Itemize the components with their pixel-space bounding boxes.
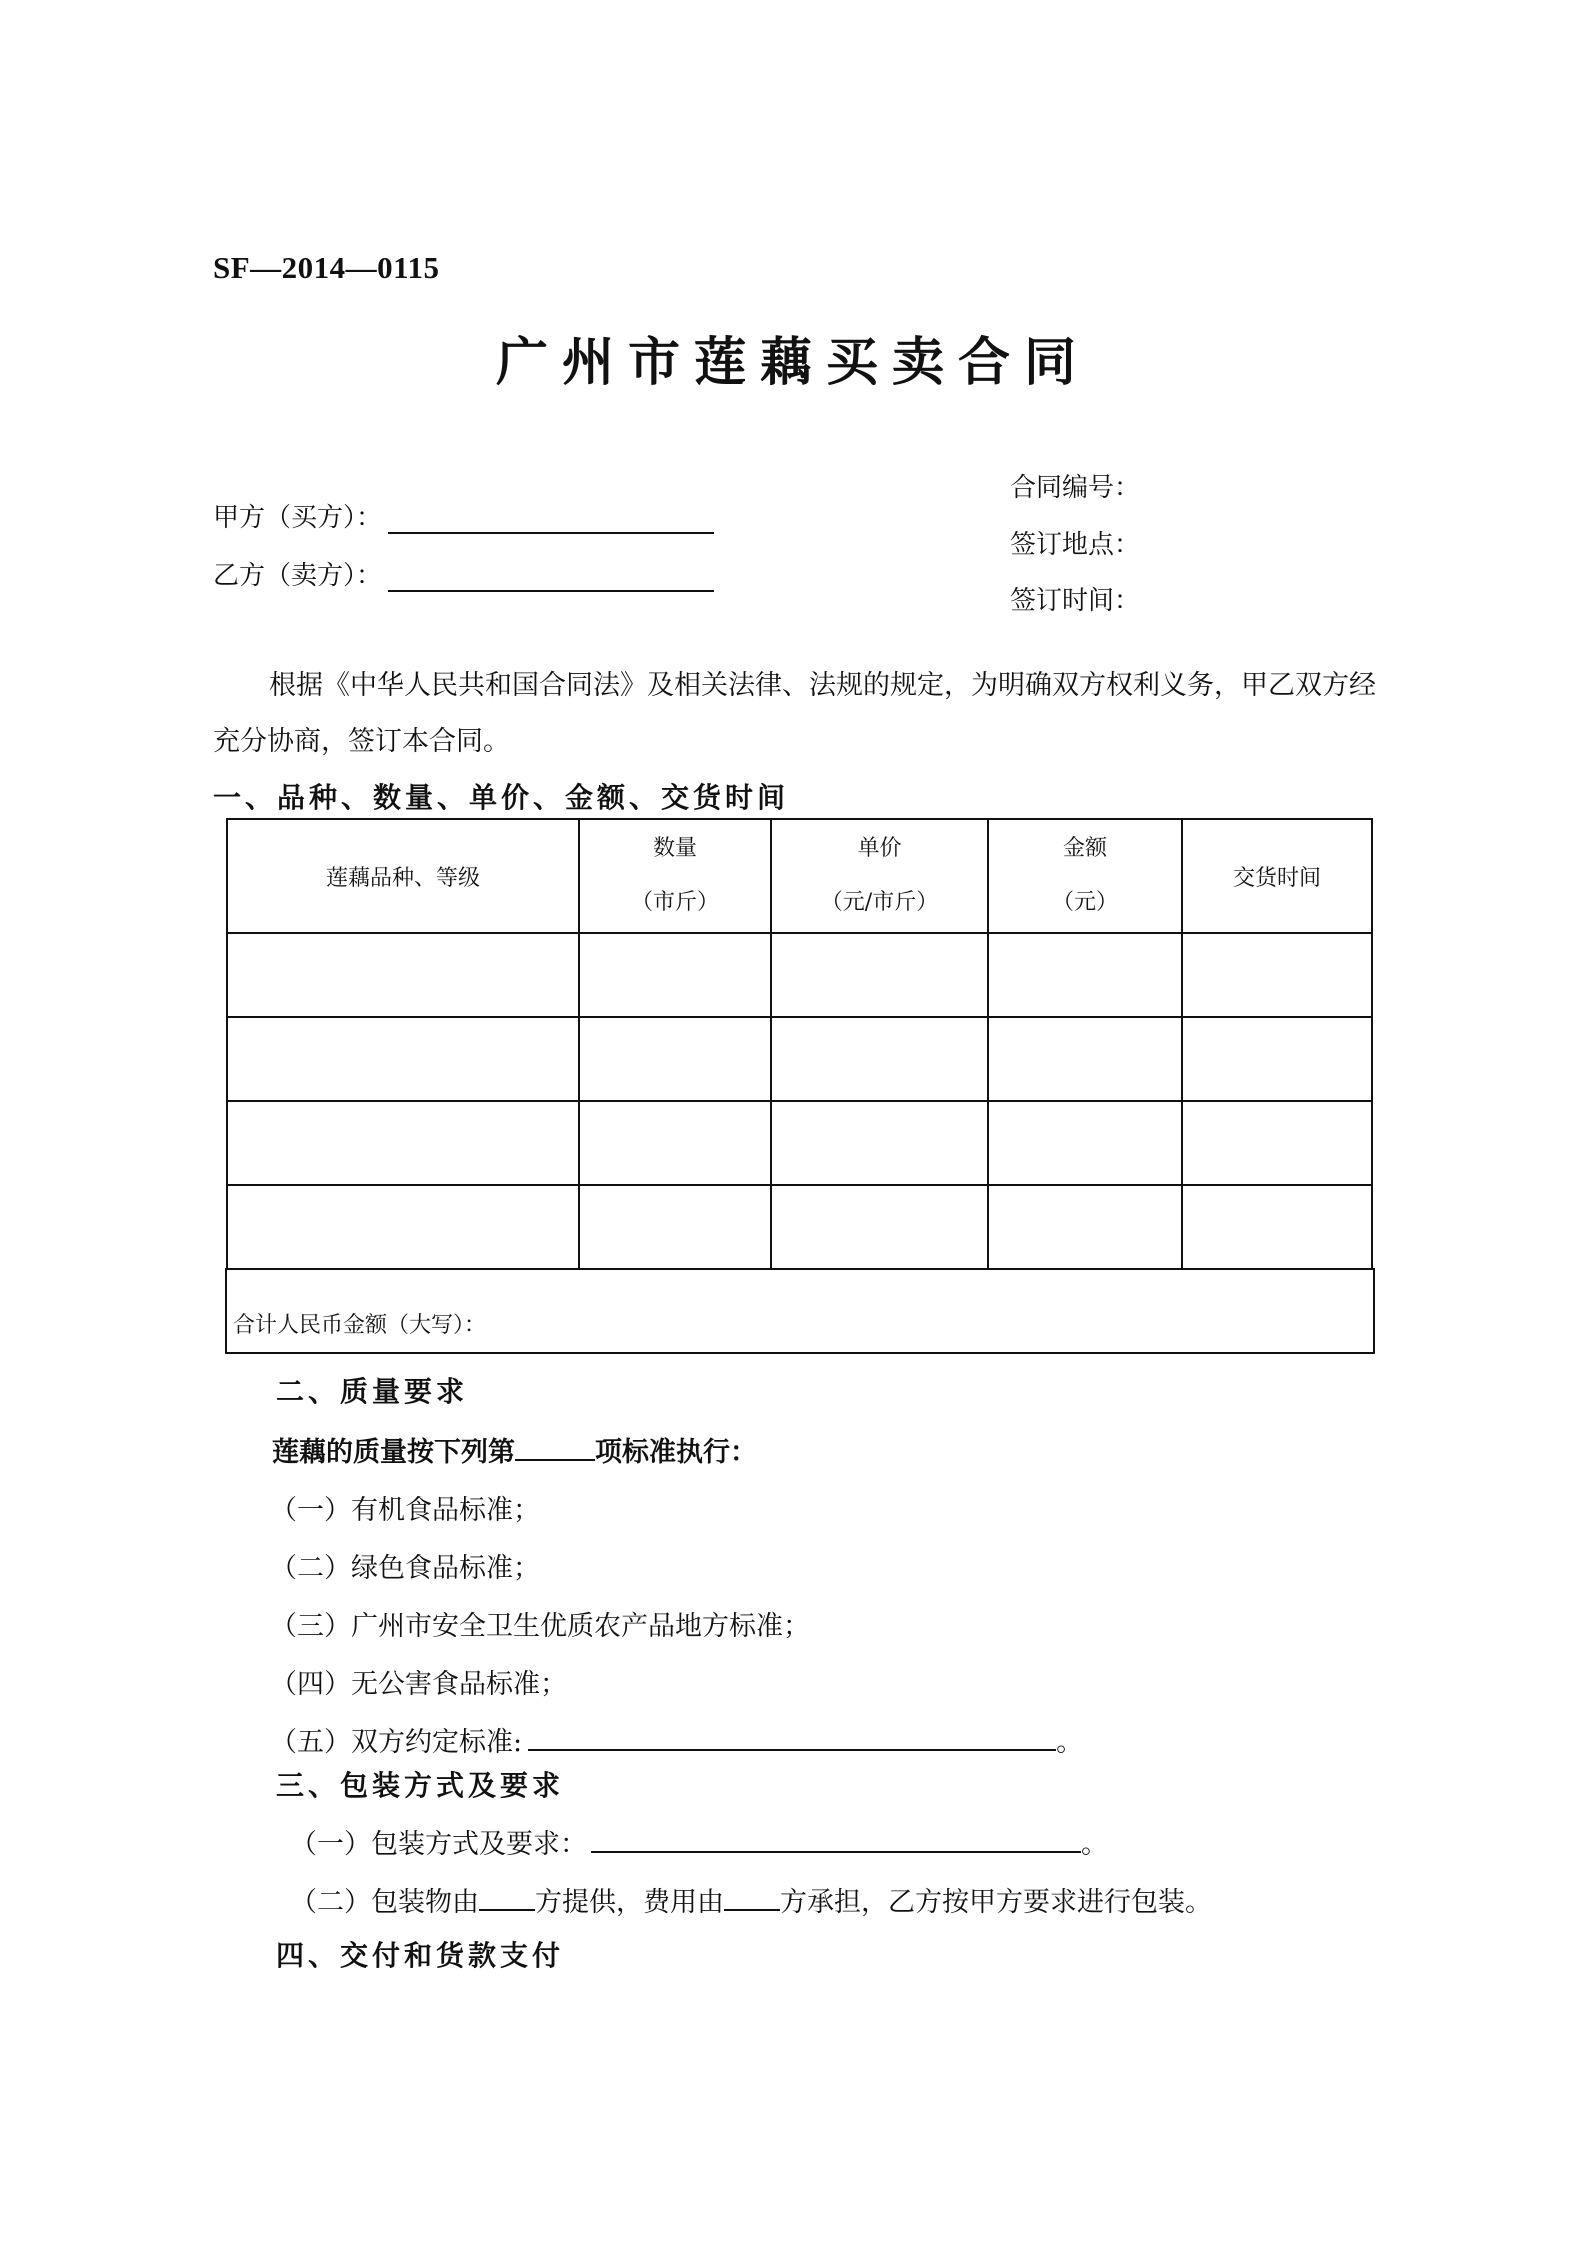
- quality-item-4: （四）无公害食品标准；: [270, 1669, 567, 1700]
- table-cell[interactable]: [771, 1101, 988, 1185]
- table-header-row: [227, 819, 1372, 933]
- quality-item-1: （一）有机食品标准；: [270, 1495, 540, 1526]
- sign-time-label: 签订时间：: [1010, 586, 1141, 616]
- total-amount-label: 合计人民币金额（大写）：: [233, 1313, 487, 1338]
- quality-item-5: （五）双方约定标准: 。: [270, 1727, 1084, 1758]
- table-cell[interactable]: [771, 933, 988, 1017]
- section3-title: 三、包装方式及要求: [276, 1769, 565, 1802]
- table-cell[interactable]: [1182, 1017, 1372, 1101]
- table-cell[interactable]: [1182, 933, 1372, 1017]
- quality-item-3: （三）广州市安全卫生优质农产品地方标准；: [270, 1611, 810, 1642]
- table-cell[interactable]: [579, 1185, 771, 1269]
- table-cell[interactable]: [988, 1017, 1182, 1101]
- table-cell[interactable]: [988, 933, 1182, 1017]
- table-row: [227, 1017, 1372, 1101]
- header-delivery-time: 交货时间: [1182, 819, 1372, 933]
- product-table: [226, 818, 1373, 1270]
- section1-title: 一、品种、数量、单价、金额、交货时间: [213, 781, 790, 814]
- table-row: [227, 1101, 1372, 1185]
- table-cell[interactable]: [579, 1017, 771, 1101]
- packaging-item-2: （二）包装物由 方提供，费用由 方承担，乙方按甲方要求进行包装。: [290, 1887, 1212, 1918]
- packaging-cost-blank[interactable]: [724, 1885, 780, 1911]
- header-unit-price: 单价 （元/市斤）: [771, 819, 988, 933]
- seller-field: [213, 555, 714, 592]
- seller-blank[interactable]: [388, 564, 714, 592]
- header-amount: 金额 （元）: [988, 819, 1182, 933]
- buyer-label: 甲方（买方）：: [213, 503, 383, 533]
- table-cell[interactable]: [227, 1101, 579, 1185]
- table-cell[interactable]: [988, 1101, 1182, 1185]
- table-cell[interactable]: [227, 1017, 579, 1101]
- contract-title: 广州市莲藕买卖合同: [495, 332, 1090, 393]
- section2-title: 二、质量要求: [276, 1375, 469, 1408]
- table-row: [227, 1185, 1372, 1269]
- table-cell[interactable]: [771, 1017, 988, 1101]
- quality-lead: 莲藕的质量按下列第 项标准执行：: [272, 1437, 757, 1468]
- buyer-blank[interactable]: [388, 506, 714, 534]
- table-cell[interactable]: [771, 1185, 988, 1269]
- buyer-field: [213, 497, 714, 534]
- table-cell[interactable]: [579, 933, 771, 1017]
- quality-item-2: （二）绿色食品标准；: [270, 1553, 540, 1584]
- table-row: [227, 933, 1372, 1017]
- table-cell[interactable]: [227, 933, 579, 1017]
- header-quantity: 数量 （市斤）: [579, 819, 771, 933]
- packaging-item-1: （一）包装方式及要求： 。: [290, 1829, 1108, 1860]
- seller-label: 乙方（卖方）：: [213, 561, 383, 591]
- table-cell[interactable]: [579, 1101, 771, 1185]
- packaging-method-blank[interactable]: [591, 1827, 1081, 1853]
- table-cell[interactable]: [988, 1185, 1182, 1269]
- table-cell[interactable]: [1182, 1185, 1372, 1269]
- intro-paragraph: 根据《中华人民共和国合同法》及相关法律、法规的规定，为明确双方权利义务，甲乙双方经充分协商，签订本合同。: [213, 670, 1376, 757]
- header-variety: 莲藕品种、等级: [227, 819, 579, 933]
- table-cell[interactable]: [1182, 1101, 1372, 1185]
- section4-title: 四、交付和货款支付: [276, 1939, 565, 1972]
- sign-place-label: 签订地点：: [1010, 530, 1141, 560]
- agreed-standard-blank[interactable]: [528, 1725, 1056, 1751]
- contract-no-label: 合同编号：: [1010, 473, 1141, 503]
- standard-number-blank[interactable]: [515, 1435, 595, 1461]
- document-code: SF—2014—0115: [213, 250, 440, 285]
- total-amount-box[interactable]: [225, 1268, 1375, 1354]
- table-cell[interactable]: [227, 1185, 579, 1269]
- packaging-provider-blank[interactable]: [479, 1885, 535, 1911]
